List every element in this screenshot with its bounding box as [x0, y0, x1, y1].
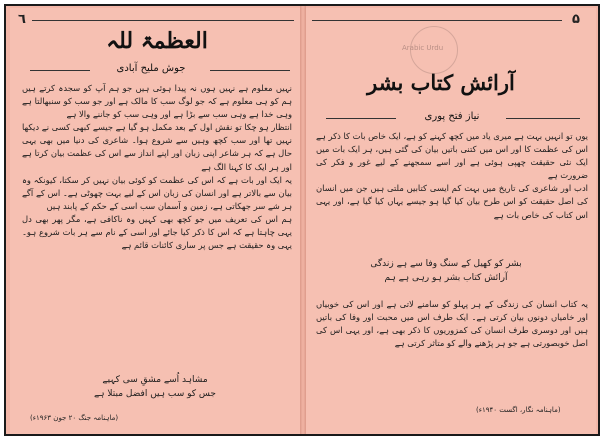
paragraph: ہم اس کی تعریف میں جو کچھ بھی کہیں وہ ناکافی ہے، مگر پھر بھی دل یہی چاہتا ہے کہ اس کا ذکر کیا جائے اور اسی کے نام سے ہر بات شروع ہو۔ یہی وہ حقیقت ہے جس پر ساری کائنات قائم ہے [22, 213, 292, 251]
article-byline: جوش ملیح آبادی [116, 63, 186, 74]
article-title: العظمۃ للہ [106, 28, 208, 54]
verse-line: آرائش کتاب بشر ہو رہی ہے ہم [384, 273, 508, 283]
article-body [316, 130, 588, 248]
article-title: آرائش کتاب بشر [367, 70, 515, 95]
stamp-lettering: Arabic Urdu [402, 44, 444, 52]
header-rule [32, 20, 294, 21]
verse-line: مشاہد اُسے مشقِ سی کہیے [102, 375, 208, 385]
article-body [22, 82, 292, 370]
source-footer: (ماہنامہ جنگ ۲۰ جون ۱۹۶۳ء) [30, 414, 119, 422]
byline-rule-left [30, 70, 90, 71]
byline-rule-right [506, 118, 580, 119]
verse-line: جس کو سب ہیں افضل مبتلا ہے [94, 389, 216, 399]
paragraph: یہ ایک اور بات ہے کہ اس کی عظمت کو کوئی بیان نہیں کر سکتا، کیونکہ وہ بیان سے بالاتر ہے اور انسان کی زبان اس کے لیے بہت چھوٹی ہے۔ اس کے آگے ہر شے سر جھکاتی ہے، زمین و آسمان سب اسی کے حکم کے پابند ہیں [22, 174, 292, 211]
page-number: ٦ [18, 12, 26, 27]
source-footer: (ماہنامہ نگار، اگست ۱۹۴۰ء) [476, 406, 561, 414]
right-page [306, 8, 596, 434]
verse-line: بشر کو کھیل کے سنگ وفا سے ہے زندگی [370, 259, 522, 269]
byline-rule-left [326, 118, 396, 119]
left-page [10, 8, 300, 434]
page-number: ۵ [572, 12, 580, 27]
byline-rule-right [210, 70, 290, 71]
header-rule [312, 20, 562, 21]
scanned-spread [4, 4, 600, 436]
paragraph: انتظار ہو چکا تو نقش اول کے بعد مکمل ہو گیا ہے جیسے کبھی کسی نے دیکھا نہیں تھا اور سب کچھ وہیں سے شروع ہوا۔ شاعری کی دنیا میں بھی یہی حال ہے کہ ہر شاعر اپنی زبان اور اپنے انداز سے اس کی عظمت بیان کرتا ہے اور ہر ایک کا کہنا الگ ہے [22, 122, 292, 172]
article-byline: نیاز فتح پوری [424, 111, 480, 122]
paragraph: یہ کتاب انسان کی زندگی کے ہر پہلو کو سامنے لاتی ہے اور اس کی خوبیاں اور خامیاں دونوں بیان کرتی ہے۔ ایک طرف اس میں محبت اور وفا کی باتیں ہیں اور دوسری طرف انسان کی کمزوریوں کا ذکر بھی ہے، اور یہی اس کی اصل خوبصورتی ہے جو ہر پڑھنے والے کو متاثر کرتی ہے [316, 299, 588, 349]
paragraph: نہیں معلوم ہے نہیں ہوں نہ پیدا ہوئی ہیں جو ہم آپ کو سجدہ کرتے ہیں ہم کو ہی معلوم ہے کہ جو لوگ سب کا مالک ہے اور جو سب کو سنبھالتا ہے وہی خدا ہے وہی سب سے بڑا ہے اور وہی سب کو جاننے والا ہے [22, 83, 292, 120]
paragraph: یوں تو انہیں بہت ہے میری یاد میں کچھ کہنے کو ہے، ایک خاص بات کا ذکر ہے اس کی عظمت کا اور اس میں کتنی باتیں بیان کی گئی ہیں، ہر ایک بات میں ایک نئی حقیقت چھپی ہوئی ہے اور اسے سمجھنے کے لیے غور و فکر کی ضرورت ہے [316, 131, 588, 181]
article-body-continued [316, 298, 588, 398]
paragraph: ادب اور شاعری کی تاریخ میں بہت کم ایسی کتابیں ملتی ہیں جن میں انسان کی اصل حقیقت کو اس طرح بیان کیا گیا ہو جیسے یہاں کیا گیا ہے، اور یہی اس کتاب کی خاص بات ہے [316, 183, 588, 220]
